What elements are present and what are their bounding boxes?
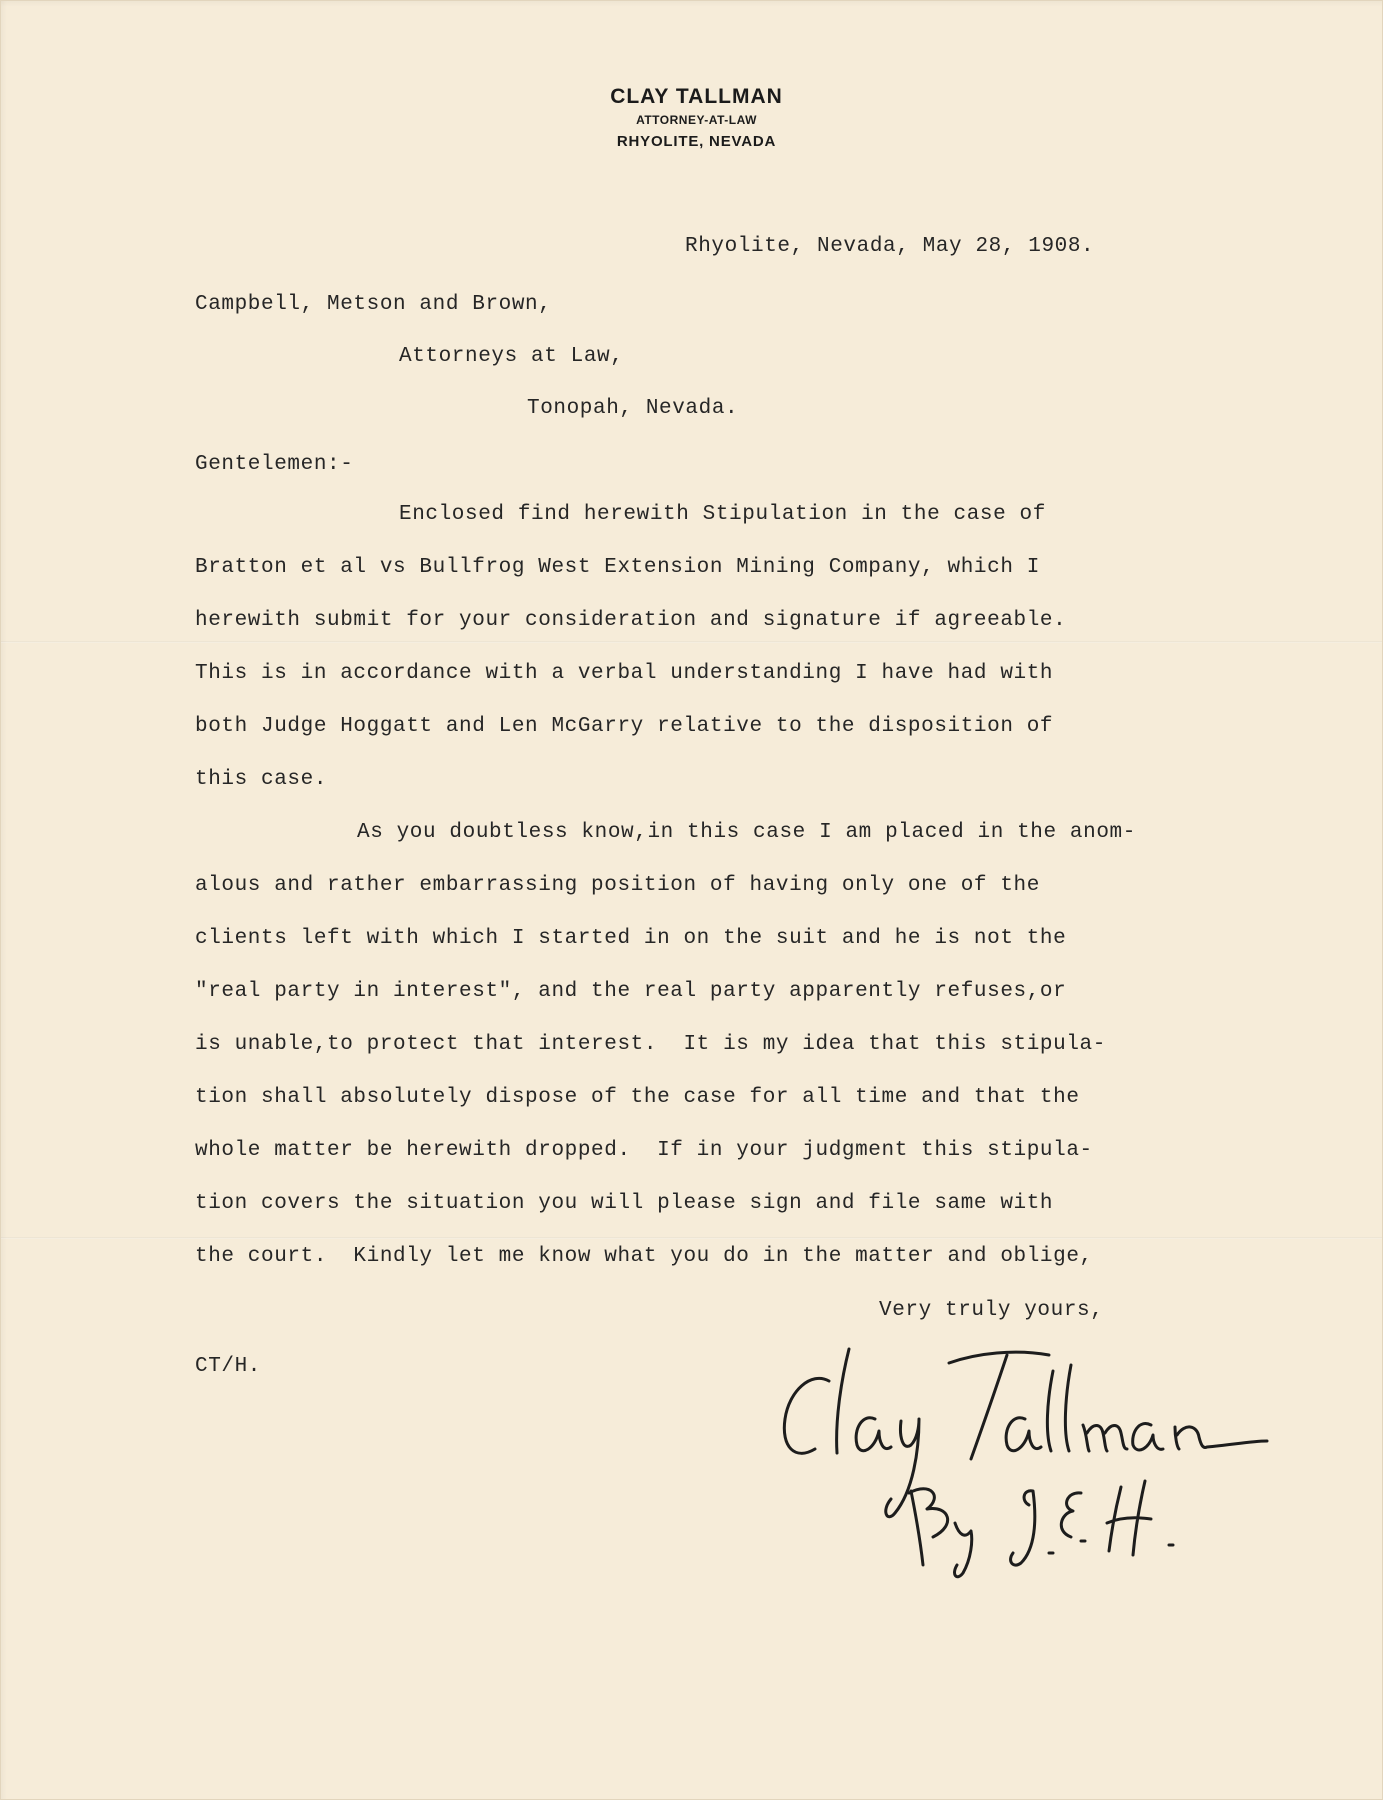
body-line: As you doubtless know,in this case I am placed in the anom- (357, 821, 1136, 844)
recipient-line-2: Attorneys at Law, (399, 345, 624, 368)
body-line: Enclosed find herewith Stipulation in the case of (399, 503, 1046, 526)
body-line: tion shall absolutely dispose of the case for all time and that the (195, 1086, 1080, 1109)
typist-initials: CT/H. (195, 1355, 262, 1378)
body-line: tion covers the situation you will please sign and file same with (195, 1192, 1054, 1215)
letterhead-location: RHYOLITE, NEVADA (616, 133, 777, 150)
handwritten-signature (771, 1341, 1271, 1581)
recipient-line-1: Campbell, Metson and Brown, (195, 293, 552, 316)
recipient-line-3: Tonopah, Nevada. (527, 397, 739, 420)
paper-fold (1, 1237, 1383, 1239)
body-line: both Judge Hoggatt and Len McGarry relative to the disposition of (195, 715, 1054, 738)
body-line: is unable,to protect that interest. It is my idea that this stipula- (195, 1033, 1106, 1056)
letterhead-name: CLAY TALLMAN (610, 85, 783, 108)
body-line: herewith submit for your consideration and signature if agreeable. (195, 609, 1067, 632)
body-line: alous and rather embarrassing position of having only one of the (195, 874, 1040, 897)
salutation: Gentelemen:- (195, 453, 354, 476)
body-line: "real party in interest", and the real party apparently refuses,or (195, 980, 1067, 1003)
paper-fold (1, 641, 1383, 643)
date-line: Rhyolite, Nevada, May 28, 1908. (685, 235, 1095, 258)
body-line: Bratton et al vs Bullfrog West Extension Mining Company, which I (195, 556, 1040, 579)
body-line: the court. Kindly let me know what you do in the matter and oblige, (195, 1245, 1093, 1268)
body-line: this case. (195, 768, 328, 791)
letterhead-title: ATTORNEY-AT-LAW (636, 113, 757, 127)
body-line: This is in accordance with a verbal understanding I have had with (195, 662, 1054, 685)
body-line: clients left with which I started in on the suit and he is not the (195, 927, 1067, 950)
closing: Very truly yours, (879, 1299, 1104, 1322)
body-line: whole matter be herewith dropped. If in your judgment this stipula- (195, 1139, 1093, 1162)
